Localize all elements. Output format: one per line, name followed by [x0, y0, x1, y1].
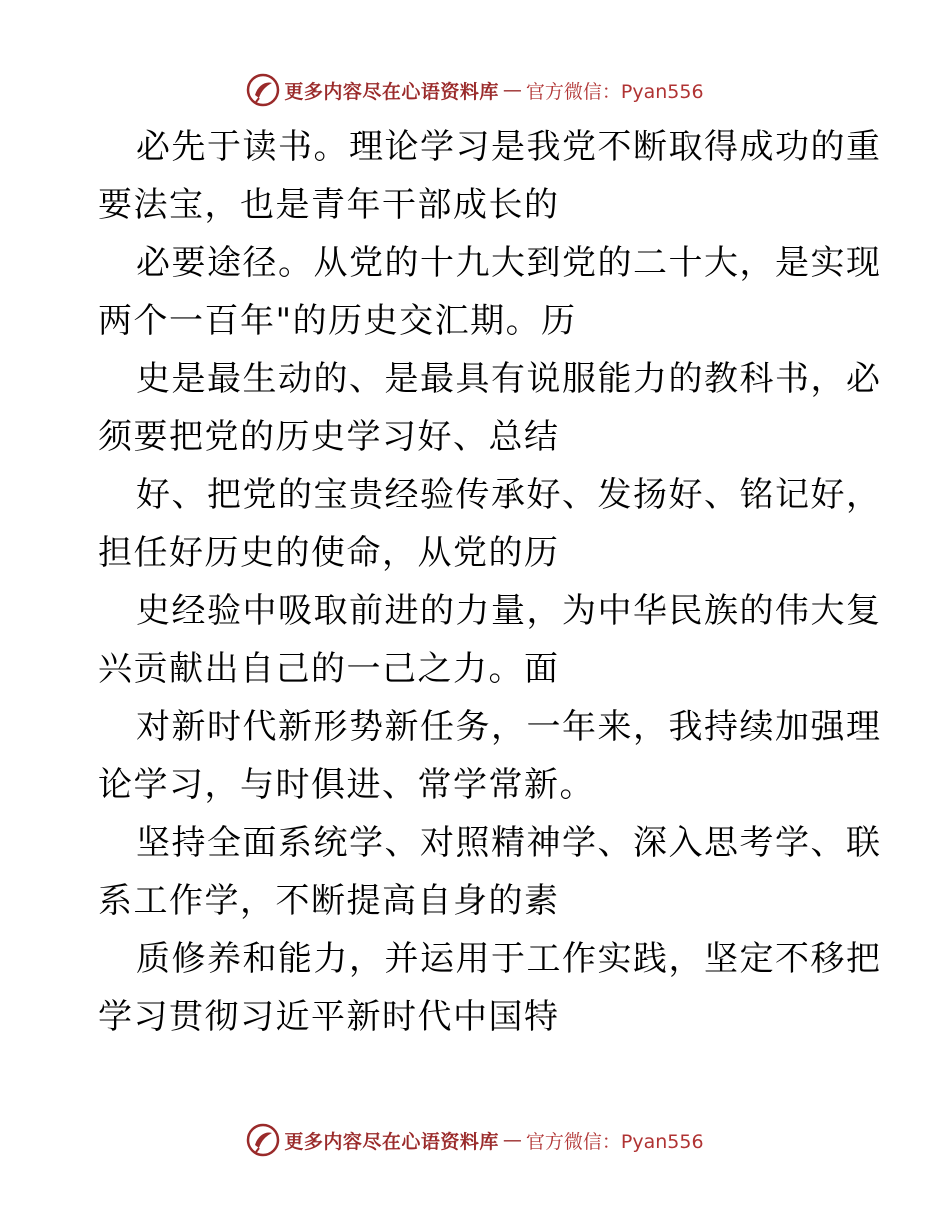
brand-logo-icon [246, 73, 280, 107]
text-line: 要法宝，也是青年干部成长的 [98, 185, 560, 225]
text-line: 史经验中吸取前进的力量，为中华民族的伟大复 [136, 591, 882, 631]
watermark-text: 更多内容尽在心语资料库 [284, 1130, 499, 1153]
text-line: 必先于读书。理论学习是我党不断取得成功的重 [136, 127, 882, 167]
text-line: 学习贯彻习近平新时代中国特 [98, 997, 560, 1037]
text-line: 兴贡献出自己的一己之力。面 [98, 649, 560, 689]
header-watermark [0, 70, 950, 110]
brand-logo-icon [246, 1123, 280, 1157]
watermark-separator: — [502, 1129, 522, 1151]
watermark-text: 更多内容尽在心语资料库 [284, 80, 499, 103]
text-line: 质修养和能力，并运用于工作实践，坚定不移把 [136, 939, 882, 979]
text-line: 坚持全面系统学、对照精神学、深入思考学、联 [136, 823, 882, 863]
watermark-contact: 官方微信：Pyan556 [525, 80, 704, 103]
text-line: 对新时代新形势新任务，一年来，我持续加强理 [136, 707, 882, 747]
watermark-contact: 官方微信：Pyan556 [525, 1130, 704, 1153]
footer-watermark [0, 1120, 950, 1160]
text-line: 须要把党的历史学习好、总结 [98, 417, 560, 457]
text-line: 系工作学，不断提高自身的素 [98, 881, 560, 921]
text-line: 两个一百年"的历史交汇期。历 [98, 301, 577, 341]
text-line: 好、把党的宝贵经验传承好、发扬好、铭记好， [136, 475, 882, 515]
text-line: 论学习，与时俱进、常学常新。 [98, 765, 595, 805]
watermark-separator: — [502, 79, 522, 101]
text-line: 担任好历史的使命，从党的历 [98, 533, 560, 573]
text-line: 史是最生动的、是最具有说服能力的教科书，必 [136, 359, 882, 399]
text-line: 必要途径。从党的十九大到党的二十大，是实现 [136, 243, 882, 283]
document-body [98, 118, 882, 1046]
